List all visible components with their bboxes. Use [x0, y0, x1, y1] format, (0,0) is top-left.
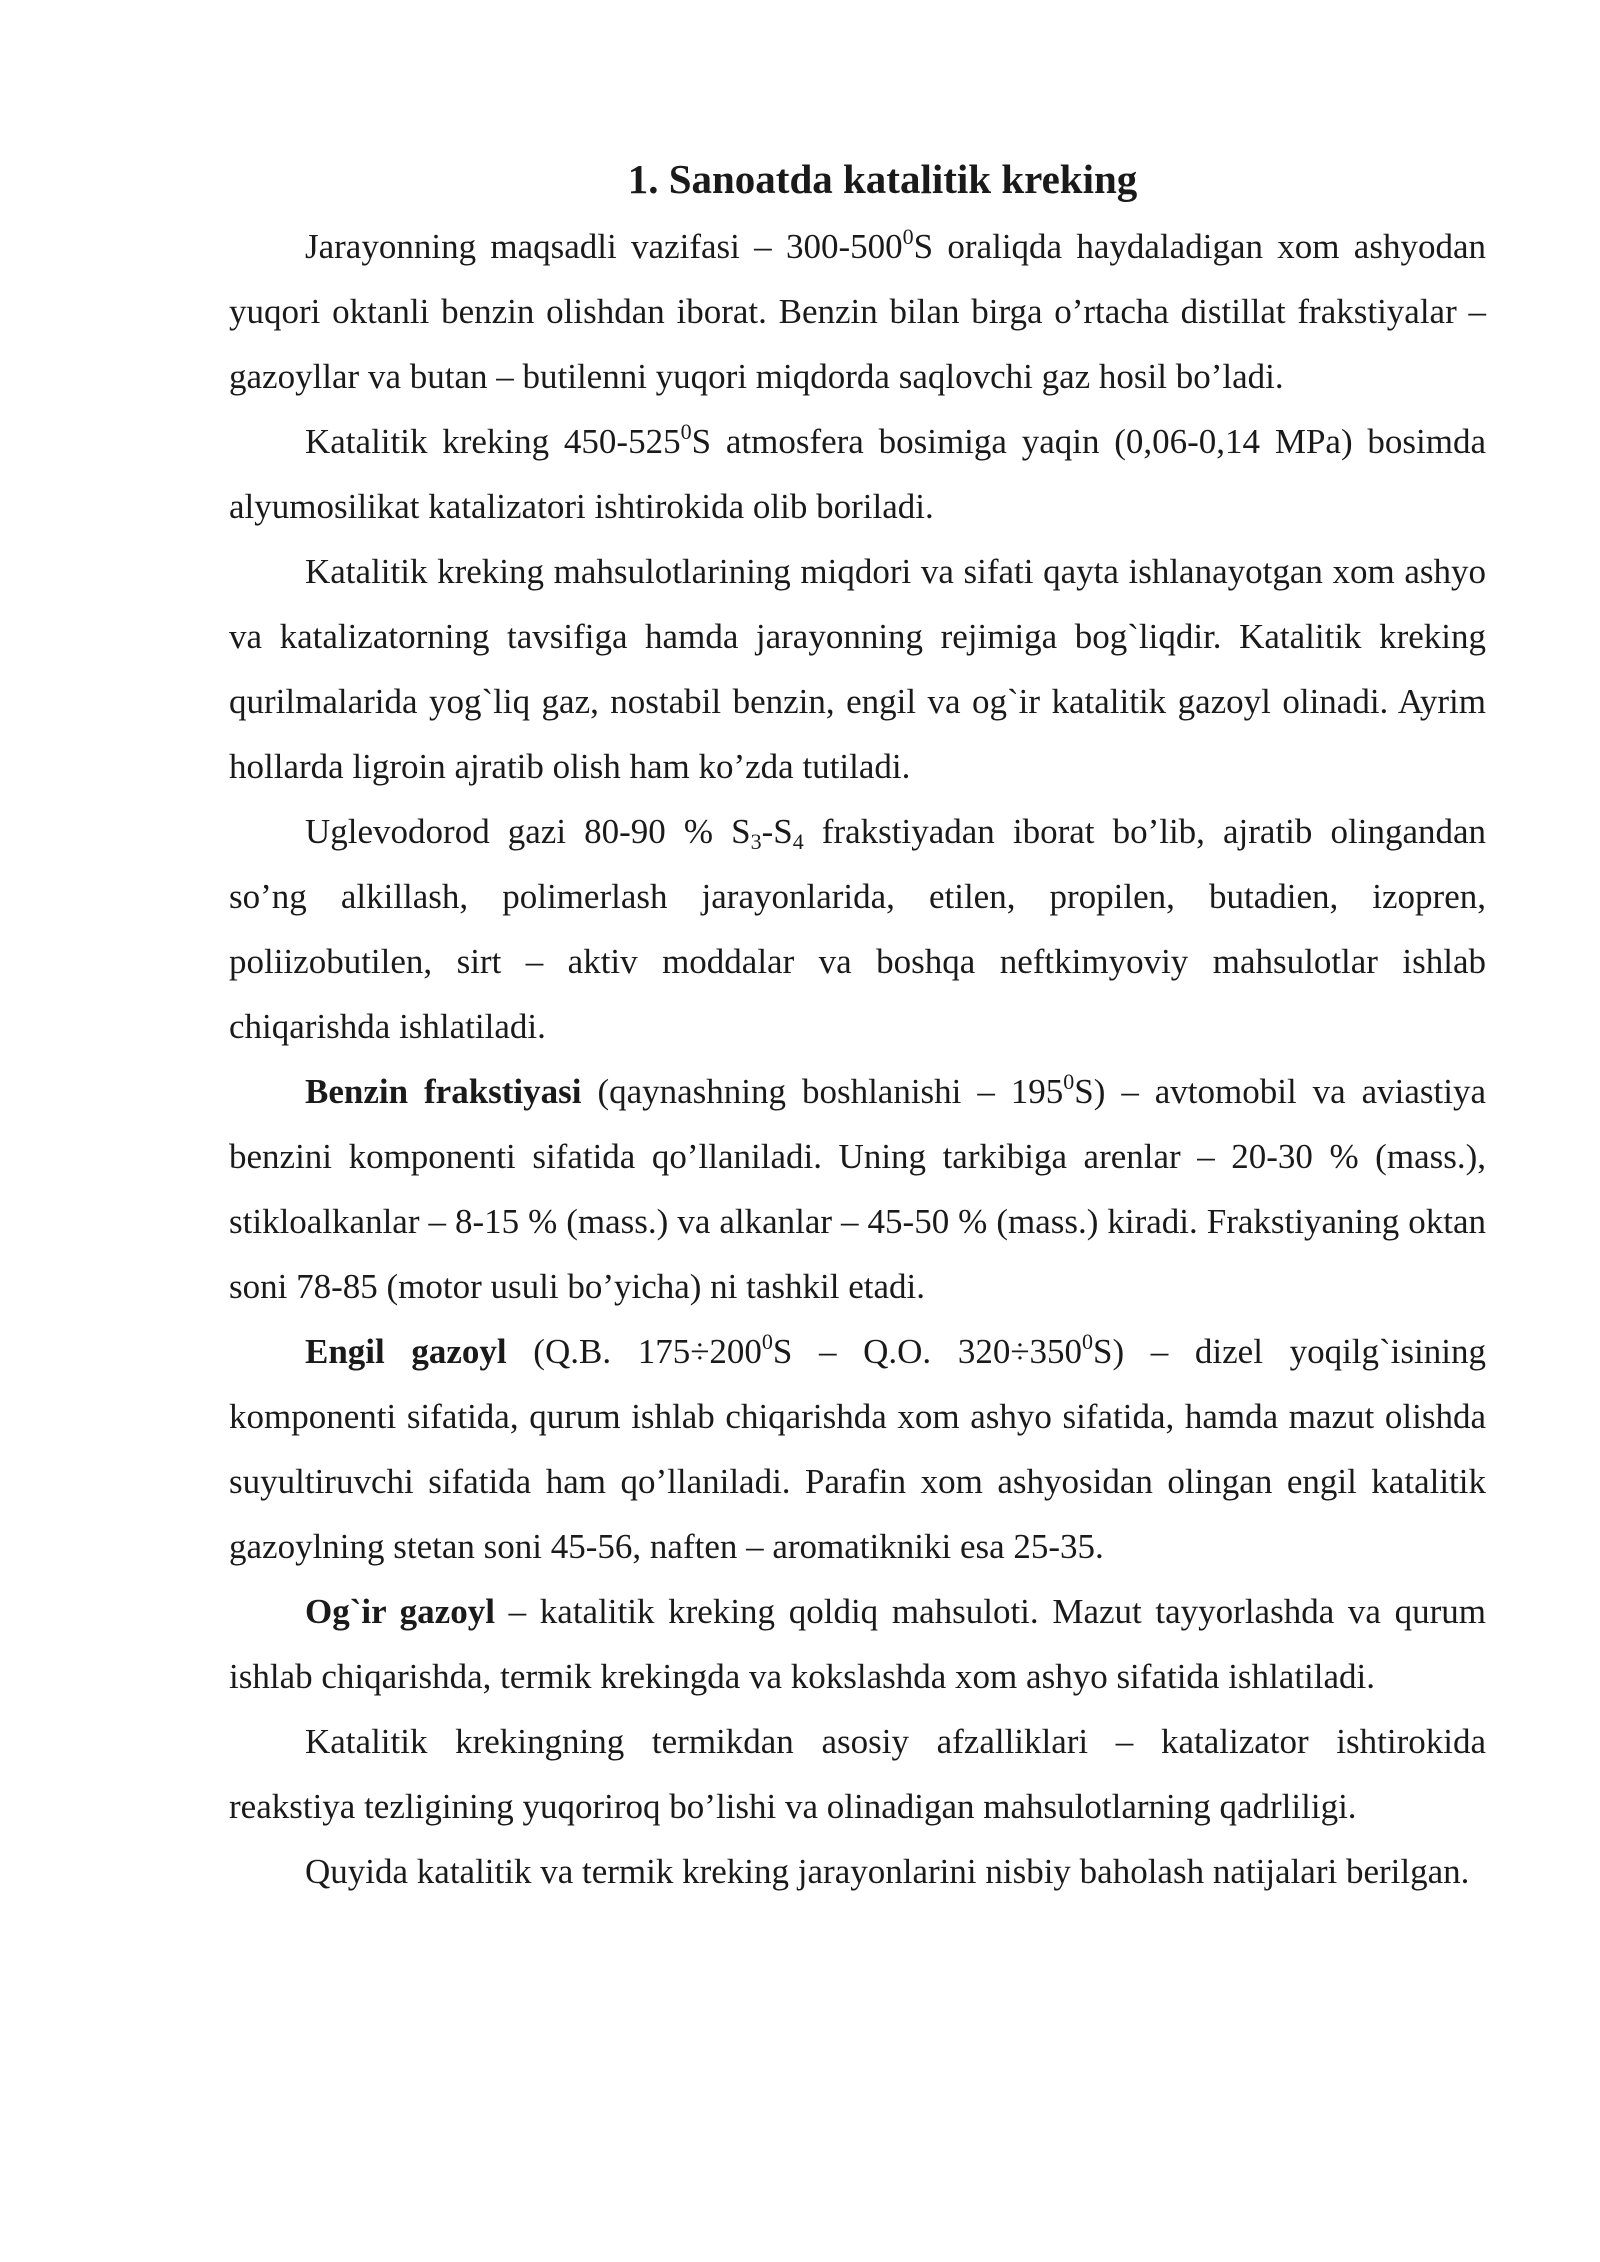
text-run: S oraliqda haydaladigan xom ashyodan yuqori oktanli benzin olishdan iborat. Benzin bilan birga o’rtacha distillat frakstiyalar – gazoyllar va butan – butilenni yuqori miqdorda saqlovchi gaz hosil bo’ladi. — [229, 227, 1486, 396]
text-run: – katalitik kreking qoldiq mahsuloti. Mazut tayyorlashda va qurum ishlab chiqarishda, termik krekingda va kokslashda xom ashyo sifatida ishlatiladi. — [229, 1592, 1486, 1696]
subscript: 4 — [792, 829, 804, 854]
text-run: -S — [761, 812, 793, 851]
text-run: (Q.B. 175÷200 — [506, 1332, 762, 1371]
degree-superscript: 0 — [761, 1329, 773, 1354]
paragraph-advantages: Katalitik krekingning termikdan asosiy afzalliklari – katalizator ishtirokida reakstiya tezligining yuqoriroq bo’lishi va olinadigan mahsulotlarning qadrliligi. — [229, 1722, 1486, 1826]
document-page — [229, 148, 1486, 1904]
degree-superscript: 0 — [1063, 1069, 1075, 1094]
degree-superscript: 0 — [902, 224, 914, 249]
text-run: Uglevodorod gazi 80-90 % S — [305, 812, 751, 851]
term-heading: Og`ir gazoyl — [305, 1592, 495, 1631]
degree-superscript: 0 — [680, 419, 692, 444]
paragraph-process-conditions — [229, 409, 1486, 539]
paragraph-products: Katalitik kreking mahsulotlarining miqdori va sifati qayta ishlanayotgan xom ashyo va katalizatorning tavsifiga hamda jarayonning rejimiga bog`liqdir. Katalitik kreking qurilmalarida yog`liq gaz, nostabil benzin, engil va og`ir katalitik gazoyl olinadi. Ayrim hollarda ligroin ajratib olish ham ko’zda tutiladi. — [229, 552, 1486, 786]
term-heading: Benzin frakstiyasi — [305, 1072, 582, 1111]
text-run: S atmosfera bosimiga yaqin (0,06-0,14 MPa) bosimda alyumosilikat katalizatori ishtirokida olib boriladi. — [229, 422, 1486, 526]
term-heading: Engil gazoyl — [305, 1332, 507, 1371]
paragraph-process-purpose — [229, 214, 1486, 409]
paragraph-comparison-intro: Quyida katalitik va termik kreking jarayonlarini nisbiy baholash natijalari berilgan. — [305, 1852, 1470, 1891]
text-run: S) – dizel yoqilg`isining komponenti sifatida, qurum ishlab chiqarishda xom ashyo sifatida, hamda mazut olishda suyultiruvchi sifatida ham qo’llaniladi. Parafin xom ashyosidan olingan engil katalitik gazoylning stetan soni 45-56, naften – aromatikniki esa 25-35. — [229, 1332, 1486, 1566]
paragraph-heavy-gasoil — [229, 1579, 1486, 1709]
paragraph-light-gasoil — [229, 1319, 1486, 1579]
text-run: S – Q.O. 320÷350 — [772, 1332, 1083, 1371]
paragraph-hydrocarbon-gas — [229, 799, 1486, 1059]
text-run: Katalitik kreking 450-525 — [305, 422, 681, 461]
section-title: 1. Sanoatda katalitik kreking — [627, 156, 1138, 202]
degree-superscript: 0 — [1082, 1329, 1094, 1354]
text-run: frakstiyadan iborat bo’lib, ajratib olingandan so’ng alkillash, polimerlash jarayonlarida, etilen, propilen, butadien, izopren, poliizobutilen, sirt – aktiv moddalar va boshqa neftkimyoviy mahsulotlar ishlab chiqarishda ishlatiladi. — [229, 812, 1487, 1046]
text-run: Jarayonning maqsadli vazifasi – 300-500 — [305, 227, 903, 266]
paragraph-gasoline-fraction — [229, 1059, 1486, 1319]
text-run: S) – avtomobil va aviastiya benzini komponenti sifatida qo’llaniladi. Uning tarkibiga arenlar – 20-30 % (mass.), stikloalkanlar – 8-15 % (mass.) va alkanlar – 45-50 % (mass.) kiradi. Frakstiyaning oktan soni 78-85 (motor usuli bo’yicha) ni tashkil etadi. — [229, 1072, 1487, 1306]
text-run: (qaynashning boshlanishi – 195 — [581, 1072, 1064, 1111]
subscript: 3 — [750, 829, 762, 854]
